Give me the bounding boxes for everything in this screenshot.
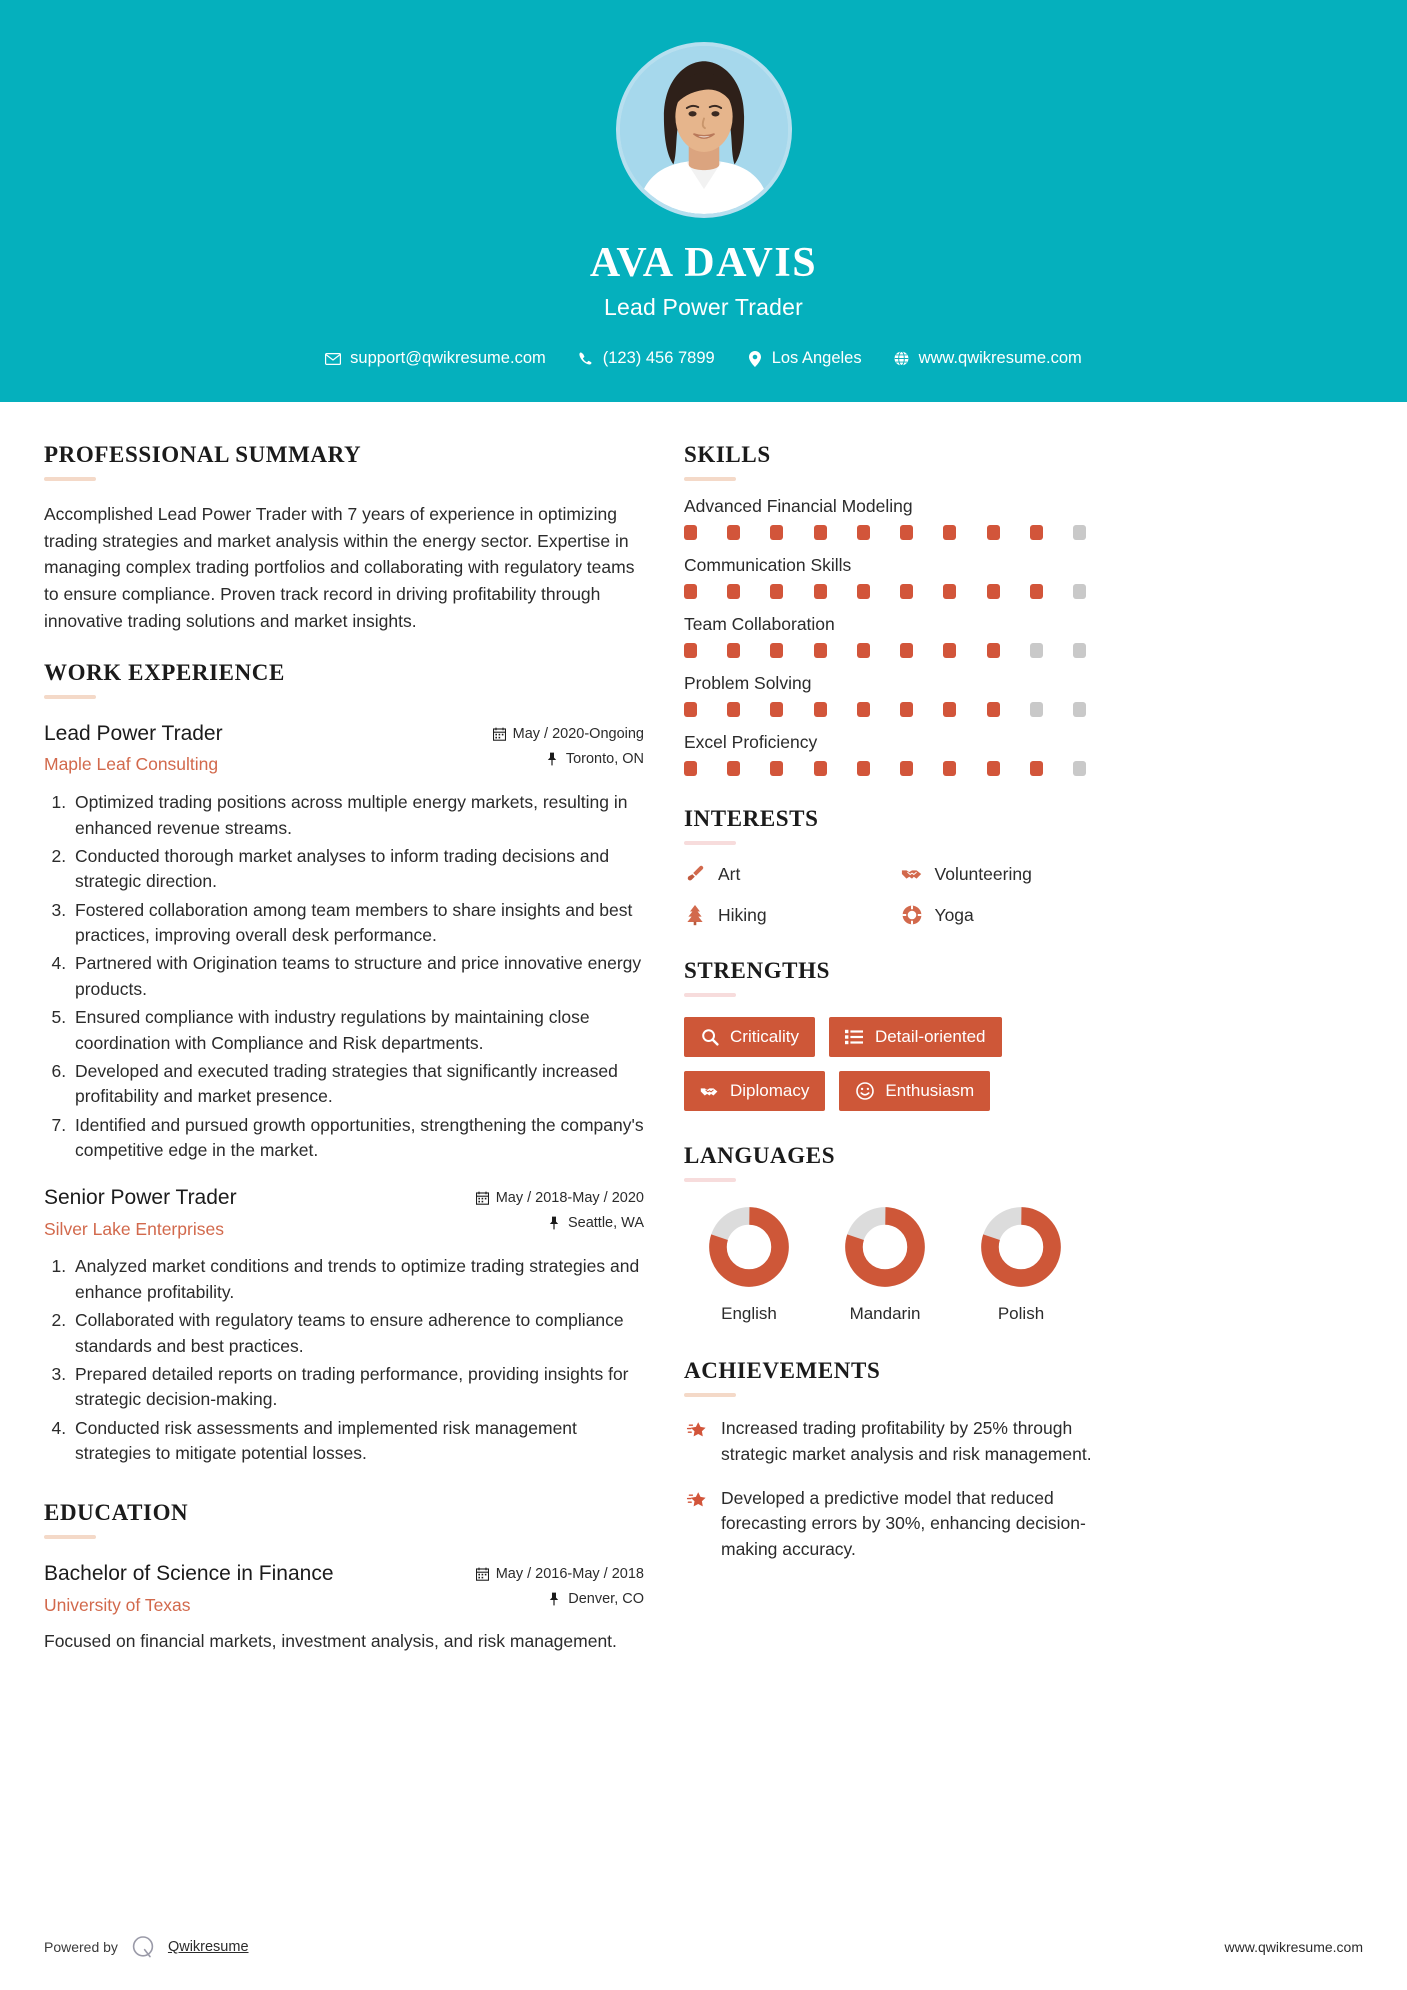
- achievement-text: Developed a predictive model that reduced forecasting errors by 30%, enhancing decision-making accuracy.: [721, 1487, 1086, 1559]
- language-label: English: [721, 1304, 777, 1324]
- language-item: [820, 1206, 950, 1324]
- skill-rating: [684, 761, 1086, 776]
- skill-dot-filled: [900, 702, 913, 717]
- list-item: 3. Prepared detailed reports on trading performance, providing insights for strategic decision-making.: [71, 1362, 644, 1413]
- resume-header: [0, 0, 1407, 402]
- section-work-experience: [44, 660, 644, 1466]
- section-heading-languages: LANGUAGES: [684, 1143, 836, 1169]
- section-heading-experience: WORK EXPERIENCE: [44, 660, 285, 686]
- experience-dates: [476, 1190, 644, 1206]
- strength-label: Criticality: [730, 1027, 799, 1047]
- skill-dot-filled: [727, 584, 740, 599]
- language-donut-chart: [980, 1206, 1062, 1288]
- experience-bullets: [44, 790, 644, 1163]
- handshake-icon: [901, 863, 923, 885]
- skill-row: [684, 673, 1107, 717]
- language-label: Mandarin: [849, 1304, 921, 1324]
- list-item: 6. Developed and executed trading strategies that significantly increased profitability and market presence.: [71, 1059, 644, 1110]
- magnifier-icon: [700, 1028, 719, 1047]
- skill-dot-filled: [987, 525, 1000, 540]
- interest-label: Yoga: [934, 904, 974, 925]
- contact-phone-text: (123) 456 7899: [602, 349, 715, 368]
- interest-item: [901, 904, 1108, 926]
- skill-row: [684, 614, 1107, 658]
- qwikresume-logo-icon: [130, 1934, 156, 1960]
- interest-grid: [684, 863, 1107, 926]
- skill-dot-empty: [1030, 702, 1043, 717]
- experience-role: Senior Power Trader: [44, 1186, 237, 1210]
- left-column: [44, 442, 644, 1908]
- skill-dot-filled: [814, 761, 827, 776]
- section-rule: [684, 1178, 736, 1182]
- section-heading-summary: PROFESSIONAL SUMMARY: [44, 442, 362, 468]
- list-item: 1. Analyzed market conditions and trends to optimize trading strategies and enhance profitability.: [71, 1254, 644, 1305]
- language-group: [684, 1206, 1086, 1324]
- contact-email-text: support@qwikresume.com: [350, 349, 546, 368]
- interest-item: [901, 863, 1108, 885]
- map-pin-icon: [747, 351, 763, 367]
- skill-rating: [684, 702, 1086, 717]
- section-education: [44, 1500, 644, 1654]
- page-title: AVA DAVIS: [589, 240, 818, 286]
- experience-entry-meta: [476, 1185, 644, 1240]
- language-donut-chart: [708, 1206, 790, 1288]
- skill-dot-filled: [987, 584, 1000, 599]
- footer-website[interactable]: www.qwikresume.com: [1224, 1939, 1363, 1955]
- strength-label: Enthusiasm: [885, 1081, 975, 1101]
- phone-icon: [578, 351, 594, 367]
- list-item: 2. Collaborated with regulatory teams to ensure adherence to compliance standards and best practices.: [71, 1308, 644, 1359]
- section-achievements: [684, 1358, 1107, 1562]
- experience-dates-text: May / 2020-Ongoing: [512, 726, 644, 743]
- skill-dot-filled: [814, 584, 827, 599]
- paintbrush-icon: [684, 863, 706, 885]
- skill-dot-filled: [1030, 584, 1043, 599]
- skill-dot-filled: [770, 643, 783, 658]
- contact-location-text: Los Angeles: [771, 349, 862, 368]
- skill-rating: [684, 584, 1086, 599]
- calendar-icon: [493, 727, 506, 741]
- right-column: [684, 442, 1107, 1908]
- section-heading-education: EDUCATION: [44, 1500, 189, 1526]
- section-heading-strengths: STRENGTHS: [684, 958, 831, 984]
- skill-row: [684, 555, 1107, 599]
- experience-org: Silver Lake Enterprises: [44, 1218, 224, 1239]
- skill-dot-filled: [684, 584, 697, 599]
- skill-dot-filled: [684, 643, 697, 658]
- contact-website-text: www.qwikresume.com: [918, 349, 1082, 368]
- skill-row: [684, 496, 1107, 540]
- section-rule: [44, 695, 96, 699]
- handshake-icon: [700, 1082, 719, 1101]
- strength-chip-detail-oriented[interactable]: [829, 1017, 1002, 1057]
- skill-label: Communication Skills: [684, 555, 852, 576]
- section-rule: [684, 477, 736, 481]
- avatar: [616, 42, 792, 218]
- envelope-icon: [325, 351, 341, 367]
- skill-dot-filled: [943, 584, 956, 599]
- skill-dot-filled: [900, 525, 913, 540]
- section-languages: [684, 1143, 1107, 1324]
- education-school: University of Texas: [44, 1594, 191, 1615]
- experience-location-text: Seattle, WA: [567, 1215, 644, 1232]
- interest-item: [684, 904, 891, 926]
- list-item: 4. Partnered with Origination teams to structure and price innovative energy products.: [71, 951, 644, 1002]
- skill-dot-filled: [1030, 525, 1043, 540]
- skill-dot-filled: [727, 525, 740, 540]
- experience-entry-head: [44, 1185, 644, 1240]
- list-item: 3. Fostered collaboration among team members to share insights and best practices, improving overall desk performance.: [71, 898, 644, 949]
- skill-dot-filled: [684, 525, 697, 540]
- section-skills: [684, 442, 1107, 776]
- section-heading-achievements: ACHIEVEMENTS: [684, 1358, 881, 1384]
- education-description: Focused on financial markets, investment analysis, and risk management.: [44, 1631, 617, 1652]
- experience-entry: [44, 721, 644, 1163]
- skill-dot-empty: [1073, 643, 1086, 658]
- skill-dot-filled: [987, 761, 1000, 776]
- language-item: [684, 1206, 814, 1324]
- star-icon: [684, 1489, 708, 1513]
- strength-chip-diplomacy[interactable]: [684, 1071, 825, 1111]
- section-professional-summary: [44, 442, 644, 634]
- section-heading-interests: INTERESTS: [684, 806, 819, 832]
- skill-dot-filled: [857, 643, 870, 658]
- skill-dot-filled: [727, 702, 740, 717]
- skill-dot-filled: [770, 525, 783, 540]
- skill-dot-filled: [943, 643, 956, 658]
- section-rule: [44, 1535, 96, 1539]
- section-rule: [684, 841, 736, 845]
- list-icon: [845, 1028, 864, 1047]
- skill-dot-filled: [943, 761, 956, 776]
- experience-location: [476, 1215, 644, 1231]
- experience-role: Lead Power Trader: [44, 722, 223, 746]
- contact-location: [731, 349, 878, 368]
- experience-dates-text: May / 2018-May / 2020: [495, 1190, 644, 1207]
- list-item: 1. Optimized trading positions across multiple energy markets, resulting in enhanced revenue streams.: [71, 790, 644, 841]
- skill-dot-filled: [684, 761, 697, 776]
- skill-label: Problem Solving: [684, 673, 812, 694]
- skill-dot-filled: [727, 643, 740, 658]
- experience-entry-left: [44, 1185, 476, 1239]
- skill-dot-filled: [857, 584, 870, 599]
- section-rule: [684, 993, 736, 997]
- skill-dot-filled: [900, 643, 913, 658]
- skill-dot-filled: [987, 702, 1000, 717]
- strength-label: Detail-oriented: [874, 1027, 986, 1047]
- skill-dot-filled: [770, 702, 783, 717]
- globe-icon: [894, 351, 910, 367]
- contact-email[interactable]: [309, 349, 562, 368]
- section-rule: [44, 477, 96, 481]
- calendar-icon: [476, 1567, 489, 1581]
- skill-dot-filled: [1030, 761, 1043, 776]
- experience-location: [493, 751, 644, 767]
- education-location: [476, 1591, 644, 1607]
- job-title: Lead Power Trader: [603, 294, 803, 321]
- skill-dot-filled: [900, 584, 913, 599]
- contact-website[interactable]: [878, 349, 1098, 368]
- experience-location-text: Toronto, ON: [565, 751, 644, 768]
- tree-icon: [684, 904, 706, 926]
- skill-dot-filled: [943, 702, 956, 717]
- smiley-icon: [855, 1082, 874, 1101]
- language-item: [956, 1206, 1086, 1324]
- contact-row: [0, 349, 1407, 368]
- skill-dot-filled: [684, 702, 697, 717]
- skill-dot-filled: [814, 525, 827, 540]
- strength-chip-criticality[interactable]: [684, 1017, 815, 1057]
- education-dates: [476, 1566, 644, 1582]
- pushpin-icon: [546, 752, 559, 766]
- skill-dot-filled: [857, 761, 870, 776]
- list-item: 5. Ensured compliance with industry regulations by maintaining close coordination with Compliance and Risk departments.: [71, 1005, 644, 1056]
- strength-label: Diplomacy: [730, 1081, 810, 1101]
- language-label: Polish: [997, 1304, 1045, 1324]
- skill-dot-empty: [1073, 761, 1086, 776]
- section-rule: [684, 1393, 736, 1397]
- skill-dot-filled: [770, 584, 783, 599]
- page-footer: [0, 1908, 1407, 1990]
- section-strengths: [684, 958, 1107, 1111]
- education-entry-left: [44, 1561, 476, 1615]
- resume-body: [0, 402, 1407, 1908]
- skill-row: [684, 732, 1107, 776]
- interest-label: Hiking: [718, 904, 767, 925]
- section-interests: [684, 806, 1107, 926]
- list-item: 2. Conducted thorough market analyses to inform trading decisions and strategic direction.: [71, 844, 644, 895]
- avatar-photo: [620, 46, 788, 214]
- skill-label: Excel Proficiency: [684, 732, 818, 753]
- skill-rating: [684, 643, 1086, 658]
- star-icon: [684, 1419, 708, 1443]
- skill-label: Team Collaboration: [684, 614, 835, 635]
- experience-entry-left: [44, 721, 493, 775]
- experience-entry: [44, 1185, 644, 1466]
- skill-dot-empty: [1030, 643, 1043, 658]
- interest-item: [684, 863, 891, 885]
- skill-dot-filled: [943, 525, 956, 540]
- strength-chip-group: [684, 1017, 1107, 1111]
- strength-chip-enthusiasm[interactable]: [839, 1071, 990, 1111]
- lifebuoy-icon: [901, 904, 923, 926]
- footer-brand-link[interactable]: Qwikresume: [167, 1939, 249, 1955]
- pushpin-icon: [548, 1216, 561, 1230]
- experience-org: Maple Leaf Consulting: [44, 754, 219, 775]
- skill-dot-filled: [814, 643, 827, 658]
- experience-entry-head: [44, 721, 644, 776]
- calendar-icon: [476, 1191, 489, 1205]
- skill-dot-filled: [900, 761, 913, 776]
- achievement-item: [684, 1486, 1107, 1562]
- section-heading-skills: SKILLS: [684, 442, 771, 468]
- experience-bullets: [44, 1254, 644, 1466]
- skill-dot-filled: [770, 761, 783, 776]
- education-degree: Bachelor of Science in Finance: [44, 1562, 334, 1586]
- skill-dot-empty: [1073, 702, 1086, 717]
- education-entry-meta: [476, 1561, 644, 1616]
- achievement-text: Increased trading profitability by 25% through strategic market analysis and risk management.: [721, 1418, 1092, 1464]
- summary-text: Accomplished Lead Power Trader with 7 years of experience in optimizing trading strategies and market analysis within the energy sector. Expertise in managing complex trading portfolios and collaborating with regulatory teams to ensure compliance. Proven track record in driving profitability through innovative trading solutions and market insights.: [44, 504, 635, 631]
- contact-phone[interactable]: [562, 349, 731, 368]
- list-item: 4. Conducted risk assessments and implemented risk management strategies to mitigate potential losses.: [71, 1416, 644, 1467]
- skill-dot-filled: [814, 702, 827, 717]
- language-donut-chart: [844, 1206, 926, 1288]
- achievement-item: [684, 1416, 1107, 1467]
- pushpin-icon: [548, 1592, 561, 1606]
- interest-label: Art: [718, 863, 741, 884]
- skill-dot-filled: [987, 643, 1000, 658]
- skill-dot-filled: [857, 525, 870, 540]
- skill-dot-filled: [857, 702, 870, 717]
- skill-dot-empty: [1073, 525, 1086, 540]
- skill-rating: [684, 525, 1086, 540]
- footer-powered-by-label: Powered by: [44, 1939, 118, 1955]
- education-location-text: Denver, CO: [568, 1591, 644, 1608]
- skill-dot-empty: [1073, 584, 1086, 599]
- skill-dot-filled: [727, 761, 740, 776]
- skill-label: Advanced Financial Modeling: [684, 496, 913, 517]
- experience-dates: [493, 726, 644, 742]
- experience-entry-meta: [493, 721, 644, 776]
- education-dates-text: May / 2016-May / 2018: [495, 1566, 644, 1583]
- footer-branding: [44, 1934, 249, 1960]
- interest-label: Volunteering: [934, 863, 1032, 884]
- education-entry: [44, 1561, 644, 1654]
- education-entry-head: [44, 1561, 644, 1616]
- list-item: 7. Identified and pursued growth opportunities, strengthening the company's competitive edge in the market.: [71, 1113, 644, 1164]
